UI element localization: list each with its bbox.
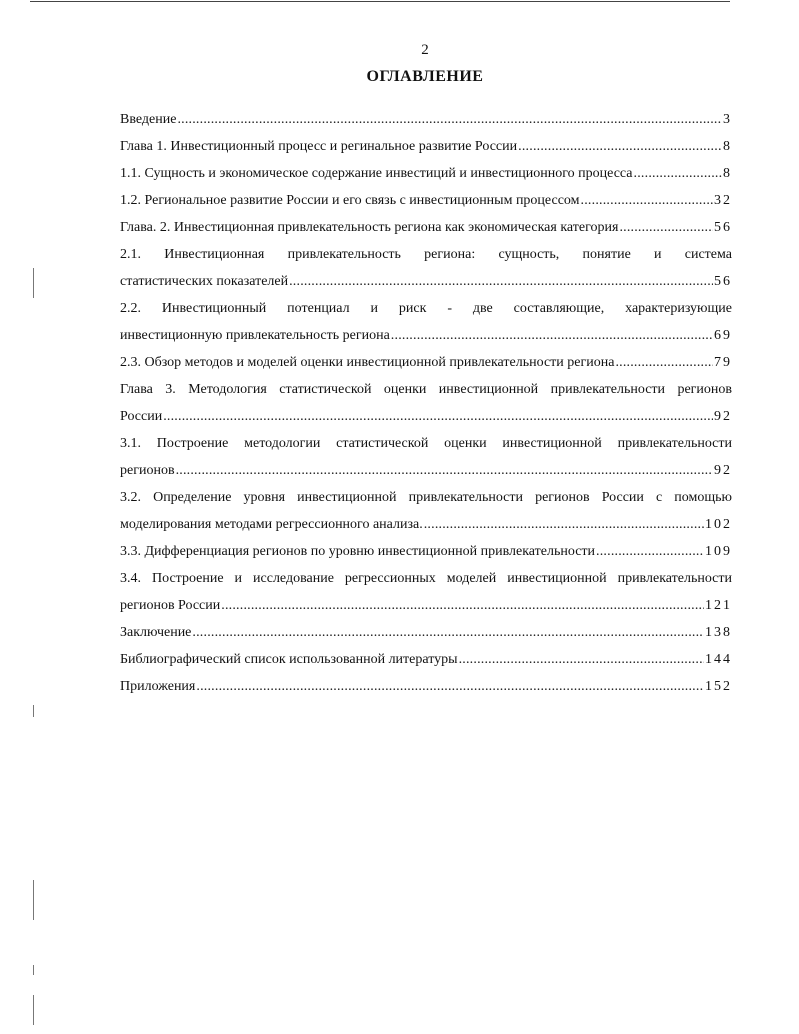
toc-entry[interactable]	[120, 619, 732, 646]
toc-entry-text: Введение	[120, 112, 177, 127]
toc-entry[interactable]	[120, 565, 732, 619]
dot-leader	[615, 349, 713, 376]
toc-entry-text: Глава 3. Методология статистической оценки инвестиционной привлекательности регионов	[120, 382, 732, 397]
toc-entry-text: 2.1. Инвестиционная привлекательность региона: сущность, понятие и система	[120, 247, 732, 262]
scan-speck	[33, 965, 34, 975]
toc-entry-text: 3.1. Построение методологии статистической оценки инвестиционной привлекательности	[120, 436, 732, 451]
toc-page-number: 32	[714, 193, 732, 208]
toc-entry[interactable]	[120, 538, 732, 565]
dot-leader	[163, 403, 713, 430]
toc-entry[interactable]	[120, 376, 732, 430]
toc-entry-text: 1.1. Сущность и экономическое содержание инвестиций и инвестиционного процесса	[120, 166, 633, 181]
page-title: ОГЛАВЛЕНИЕ	[366, 68, 484, 85]
toc-entry[interactable]	[120, 430, 732, 484]
toc-entry-text: Заключение	[120, 625, 192, 640]
toc-entry[interactable]	[120, 187, 732, 214]
dot-leader	[634, 160, 722, 187]
page-number: 2	[421, 42, 429, 58]
toc-page-number: 121	[705, 598, 732, 613]
toc-page-number: 102	[705, 517, 732, 532]
dot-leader	[192, 619, 704, 646]
toc-entry[interactable]	[120, 646, 732, 673]
dot-leader	[196, 673, 704, 700]
toc-entry-text: Глава 1. Инвестиционный процесс и регинальное развитие России	[120, 139, 518, 154]
toc-entry[interactable]	[120, 241, 732, 295]
dot-leader	[581, 187, 713, 214]
toc-entry-text: Глава. 2. Инвестиционная привлекательность региона как экономическая категория	[120, 220, 619, 235]
toc-page-number: 8	[723, 139, 732, 154]
toc-page-number: 138	[705, 625, 732, 640]
toc-entry-text: 2.3. Обзор методов и моделей оценки инвестиционной привлекательности региона	[120, 355, 615, 370]
dot-leader	[391, 322, 713, 349]
toc-entry-text: России	[120, 409, 163, 424]
toc-page-number: 56	[714, 274, 732, 289]
toc-entry-text: регионов России	[120, 598, 221, 613]
toc-page-number: 56	[714, 220, 732, 235]
scan-speck	[33, 995, 34, 1025]
toc-entry-text: моделирования методами регрессионного анализа.	[120, 517, 423, 532]
toc-entry-text: статистических показателей	[120, 274, 289, 289]
toc-page-number: 69	[714, 328, 732, 343]
dot-leader	[619, 214, 713, 241]
dot-leader	[176, 457, 713, 484]
scan-edge-line	[30, 1, 730, 2]
toc-entry[interactable]	[120, 484, 732, 538]
toc-page-number: 144	[705, 652, 732, 667]
toc-entry[interactable]	[120, 214, 732, 241]
toc-entry-text: 3.2. Определение уровня инвестиционной привлекательности регионов России с помощью	[120, 490, 732, 505]
toc-entry-text: регионов	[120, 463, 175, 478]
dot-leader	[518, 133, 722, 160]
dot-leader	[424, 511, 704, 538]
dot-leader	[459, 646, 704, 673]
dot-leader	[289, 268, 713, 295]
toc-page-number: 109	[705, 544, 732, 559]
toc-entry[interactable]	[120, 295, 732, 349]
toc-entry[interactable]	[120, 133, 732, 160]
dot-leader	[177, 106, 722, 133]
toc-page-number: 79	[714, 355, 732, 370]
toc-entry-text: 1.2. Региональное развитие России и его связь с инвестиционным процессом	[120, 193, 580, 208]
toc-entry-text: инвестиционную привлекательность региона	[120, 328, 390, 343]
toc-page-number: 92	[714, 463, 732, 478]
toc-page-number: 152	[705, 679, 732, 694]
toc-entry-text: Приложения	[120, 679, 196, 694]
scan-speck	[33, 268, 34, 298]
toc-page-number: 3	[723, 112, 732, 127]
toc-page-number: 92	[714, 409, 732, 424]
table-of-contents	[120, 106, 732, 700]
toc-page-number: 8	[723, 166, 732, 181]
scan-speck	[33, 705, 34, 717]
toc-entry[interactable]	[120, 160, 732, 187]
toc-entry-text: Библиографический список использованной литературы	[120, 652, 458, 667]
toc-entry[interactable]	[120, 673, 732, 700]
dot-leader	[596, 538, 704, 565]
toc-entry-text: 2.2. Инвестиционный потенциал и риск - две составляющие, характеризующие	[120, 301, 732, 316]
toc-entry-text: 3.4. Построение и исследование регрессионных моделей инвестиционной привлекательности	[120, 571, 732, 586]
dot-leader	[221, 592, 704, 619]
toc-entry[interactable]	[120, 349, 732, 376]
toc-entry-text: 3.3. Дифференциация регионов по уровню инвестиционной привлекательности	[120, 544, 596, 559]
toc-entry[interactable]	[120, 106, 732, 133]
scan-speck	[33, 880, 34, 920]
